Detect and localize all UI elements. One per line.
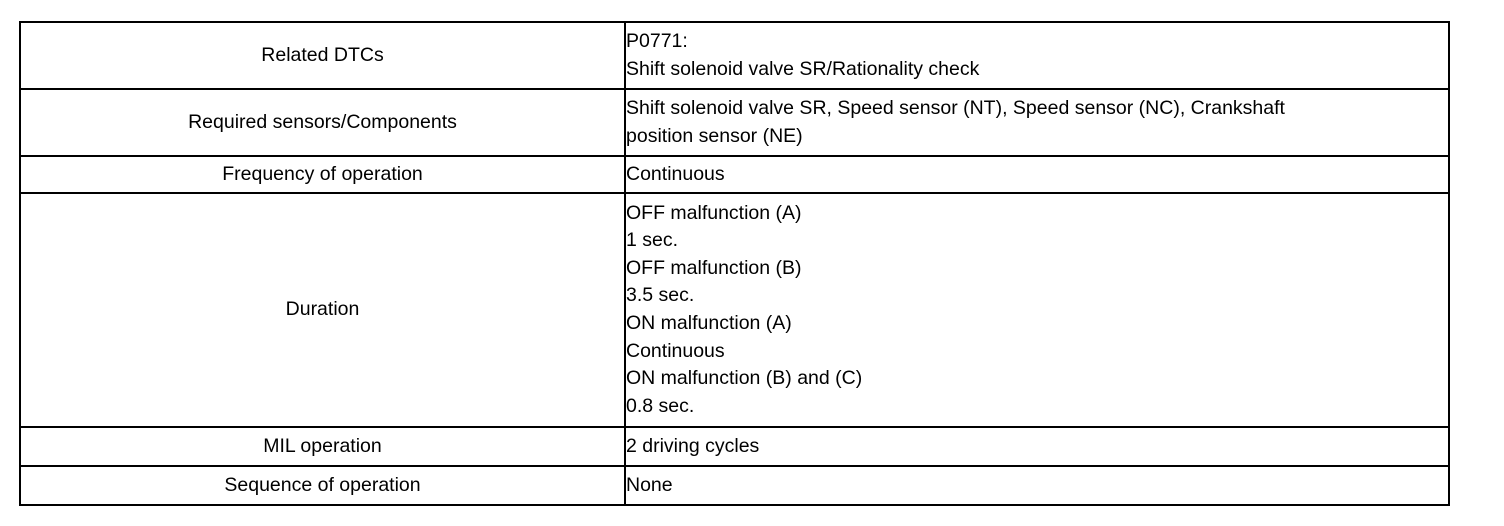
row-label: Sequence of operation xyxy=(20,466,625,505)
row-label: MIL operation xyxy=(20,427,625,466)
value-line: None xyxy=(626,473,673,496)
value-line: OFF malfunction (A) xyxy=(626,201,802,224)
row-value xyxy=(625,466,1449,505)
table-row-duration xyxy=(20,193,1449,427)
row-label: Frequency of operation xyxy=(20,156,625,193)
row-label: Duration xyxy=(20,193,625,427)
value-line: 2 driving cycles xyxy=(626,434,760,457)
row-value xyxy=(625,156,1449,193)
row-value xyxy=(625,89,1449,156)
value-line: Continuous xyxy=(626,162,725,185)
row-value xyxy=(625,22,1449,89)
value-line: Shift solenoid valve SR/Rationality check xyxy=(626,57,980,80)
value-line: 3.5 sec. xyxy=(626,284,695,307)
value-line: Shift solenoid valve SR, Speed sensor (NT), Speed sensor (NC), Crankshaft xyxy=(626,96,1285,119)
table-row-mil-operation xyxy=(20,427,1449,466)
table-row-frequency xyxy=(20,156,1449,193)
row-label: Required sensors/Components xyxy=(20,89,625,156)
value-line: 1 sec. xyxy=(626,229,679,252)
value-line: Continuous xyxy=(626,339,725,362)
table-row-sequence xyxy=(20,466,1449,505)
value-line: P0771: xyxy=(626,29,688,52)
value-line: 0.8 sec. xyxy=(626,394,695,417)
table-row-related-dtcs xyxy=(20,22,1449,89)
value-line: ON malfunction (B) and (C) xyxy=(626,367,863,390)
value-line: ON malfunction (A) xyxy=(626,312,792,334)
value-line: position sensor (NE) xyxy=(626,124,803,147)
value-line: OFF malfunction (B) xyxy=(626,256,802,279)
table-row-required-sensors xyxy=(20,89,1449,156)
row-label: Related DTCs xyxy=(20,22,625,89)
row-value xyxy=(625,193,1449,427)
dtc-spec-table xyxy=(19,21,1450,506)
row-value xyxy=(625,427,1449,466)
